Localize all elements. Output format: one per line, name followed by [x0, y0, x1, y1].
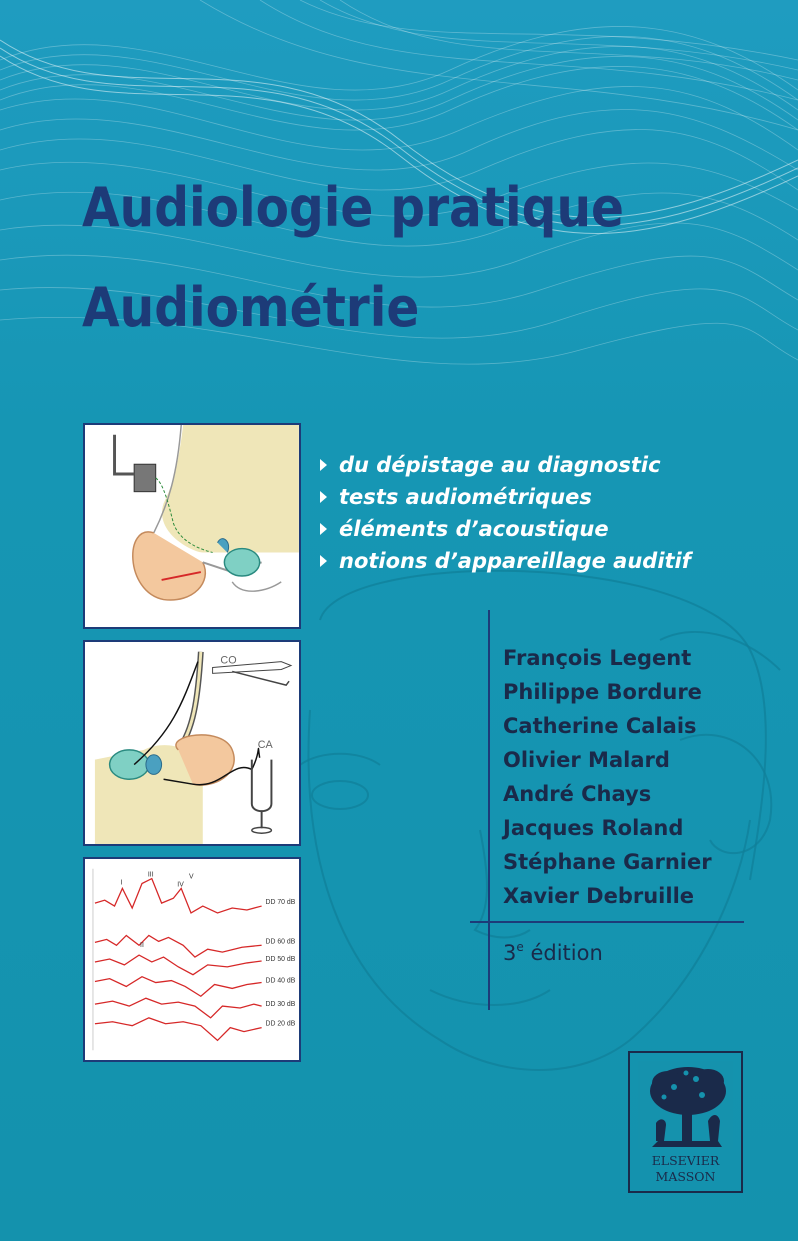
title-line-1: Audiologie pratique: [82, 176, 625, 239]
wave-label: V: [189, 873, 194, 881]
author-name: Catherine Calais: [503, 714, 697, 738]
triangle-bullet-icon: [320, 459, 327, 471]
author-name: François Legent: [503, 646, 692, 670]
co-label: CO: [220, 654, 237, 667]
triangle-bullet-icon: [320, 491, 327, 503]
ca-label: CA: [257, 738, 273, 751]
trace-label: DD 70 dB: [265, 899, 296, 907]
wave-label: II: [140, 942, 144, 950]
wave-label: IV: [177, 881, 184, 889]
author-name: André Chays: [503, 782, 652, 806]
triangle-bullet-icon: [320, 523, 327, 535]
tuning-fork-illustration: [85, 642, 299, 844]
publisher-logo: [628, 1051, 743, 1193]
author-name: Jacques Roland: [503, 816, 684, 840]
trace-label: DD 30 dB: [265, 1001, 296, 1009]
topic-item: tests audiométriques: [320, 481, 691, 513]
figure-ear-headphone: [83, 423, 301, 629]
divider-vertical: [488, 610, 490, 1010]
title-line-2: Audiométrie: [82, 276, 420, 339]
author-name: Xavier Debruille: [503, 884, 695, 908]
author-list: [503, 641, 712, 913]
wave-label: III: [147, 871, 154, 879]
trace-label: DD 20 dB: [265, 1020, 296, 1028]
triangle-bullet-icon: [320, 555, 327, 567]
publisher-name: ELSEVIER MASSON: [651, 1153, 720, 1184]
abr-traces-chart: [85, 859, 299, 1060]
trace-label: DD 40 dB: [265, 977, 296, 985]
divider-horizontal: [470, 921, 744, 923]
edition-label: 3e édition: [503, 940, 603, 965]
trace-label: DD 60 dB: [265, 938, 296, 946]
ear-headphone-illustration: [85, 425, 299, 627]
topic-item: éléments d’acoustique: [320, 513, 691, 545]
tree-logo-icon: [638, 1061, 733, 1149]
figure-abr-traces: [83, 857, 301, 1062]
author-name: Stéphane Garnier: [503, 850, 712, 874]
author-name: Olivier Malard: [503, 748, 670, 772]
author-name: Philippe Bordure: [503, 680, 702, 704]
figure-tuning-fork: [83, 640, 301, 846]
topic-item: notions d’appareillage auditif: [320, 545, 691, 577]
wave-label: I: [120, 879, 123, 887]
trace-label: DD 50 dB: [265, 955, 296, 963]
topic-item: du dépistage au diagnostic: [320, 449, 691, 481]
topic-list: [320, 449, 691, 577]
